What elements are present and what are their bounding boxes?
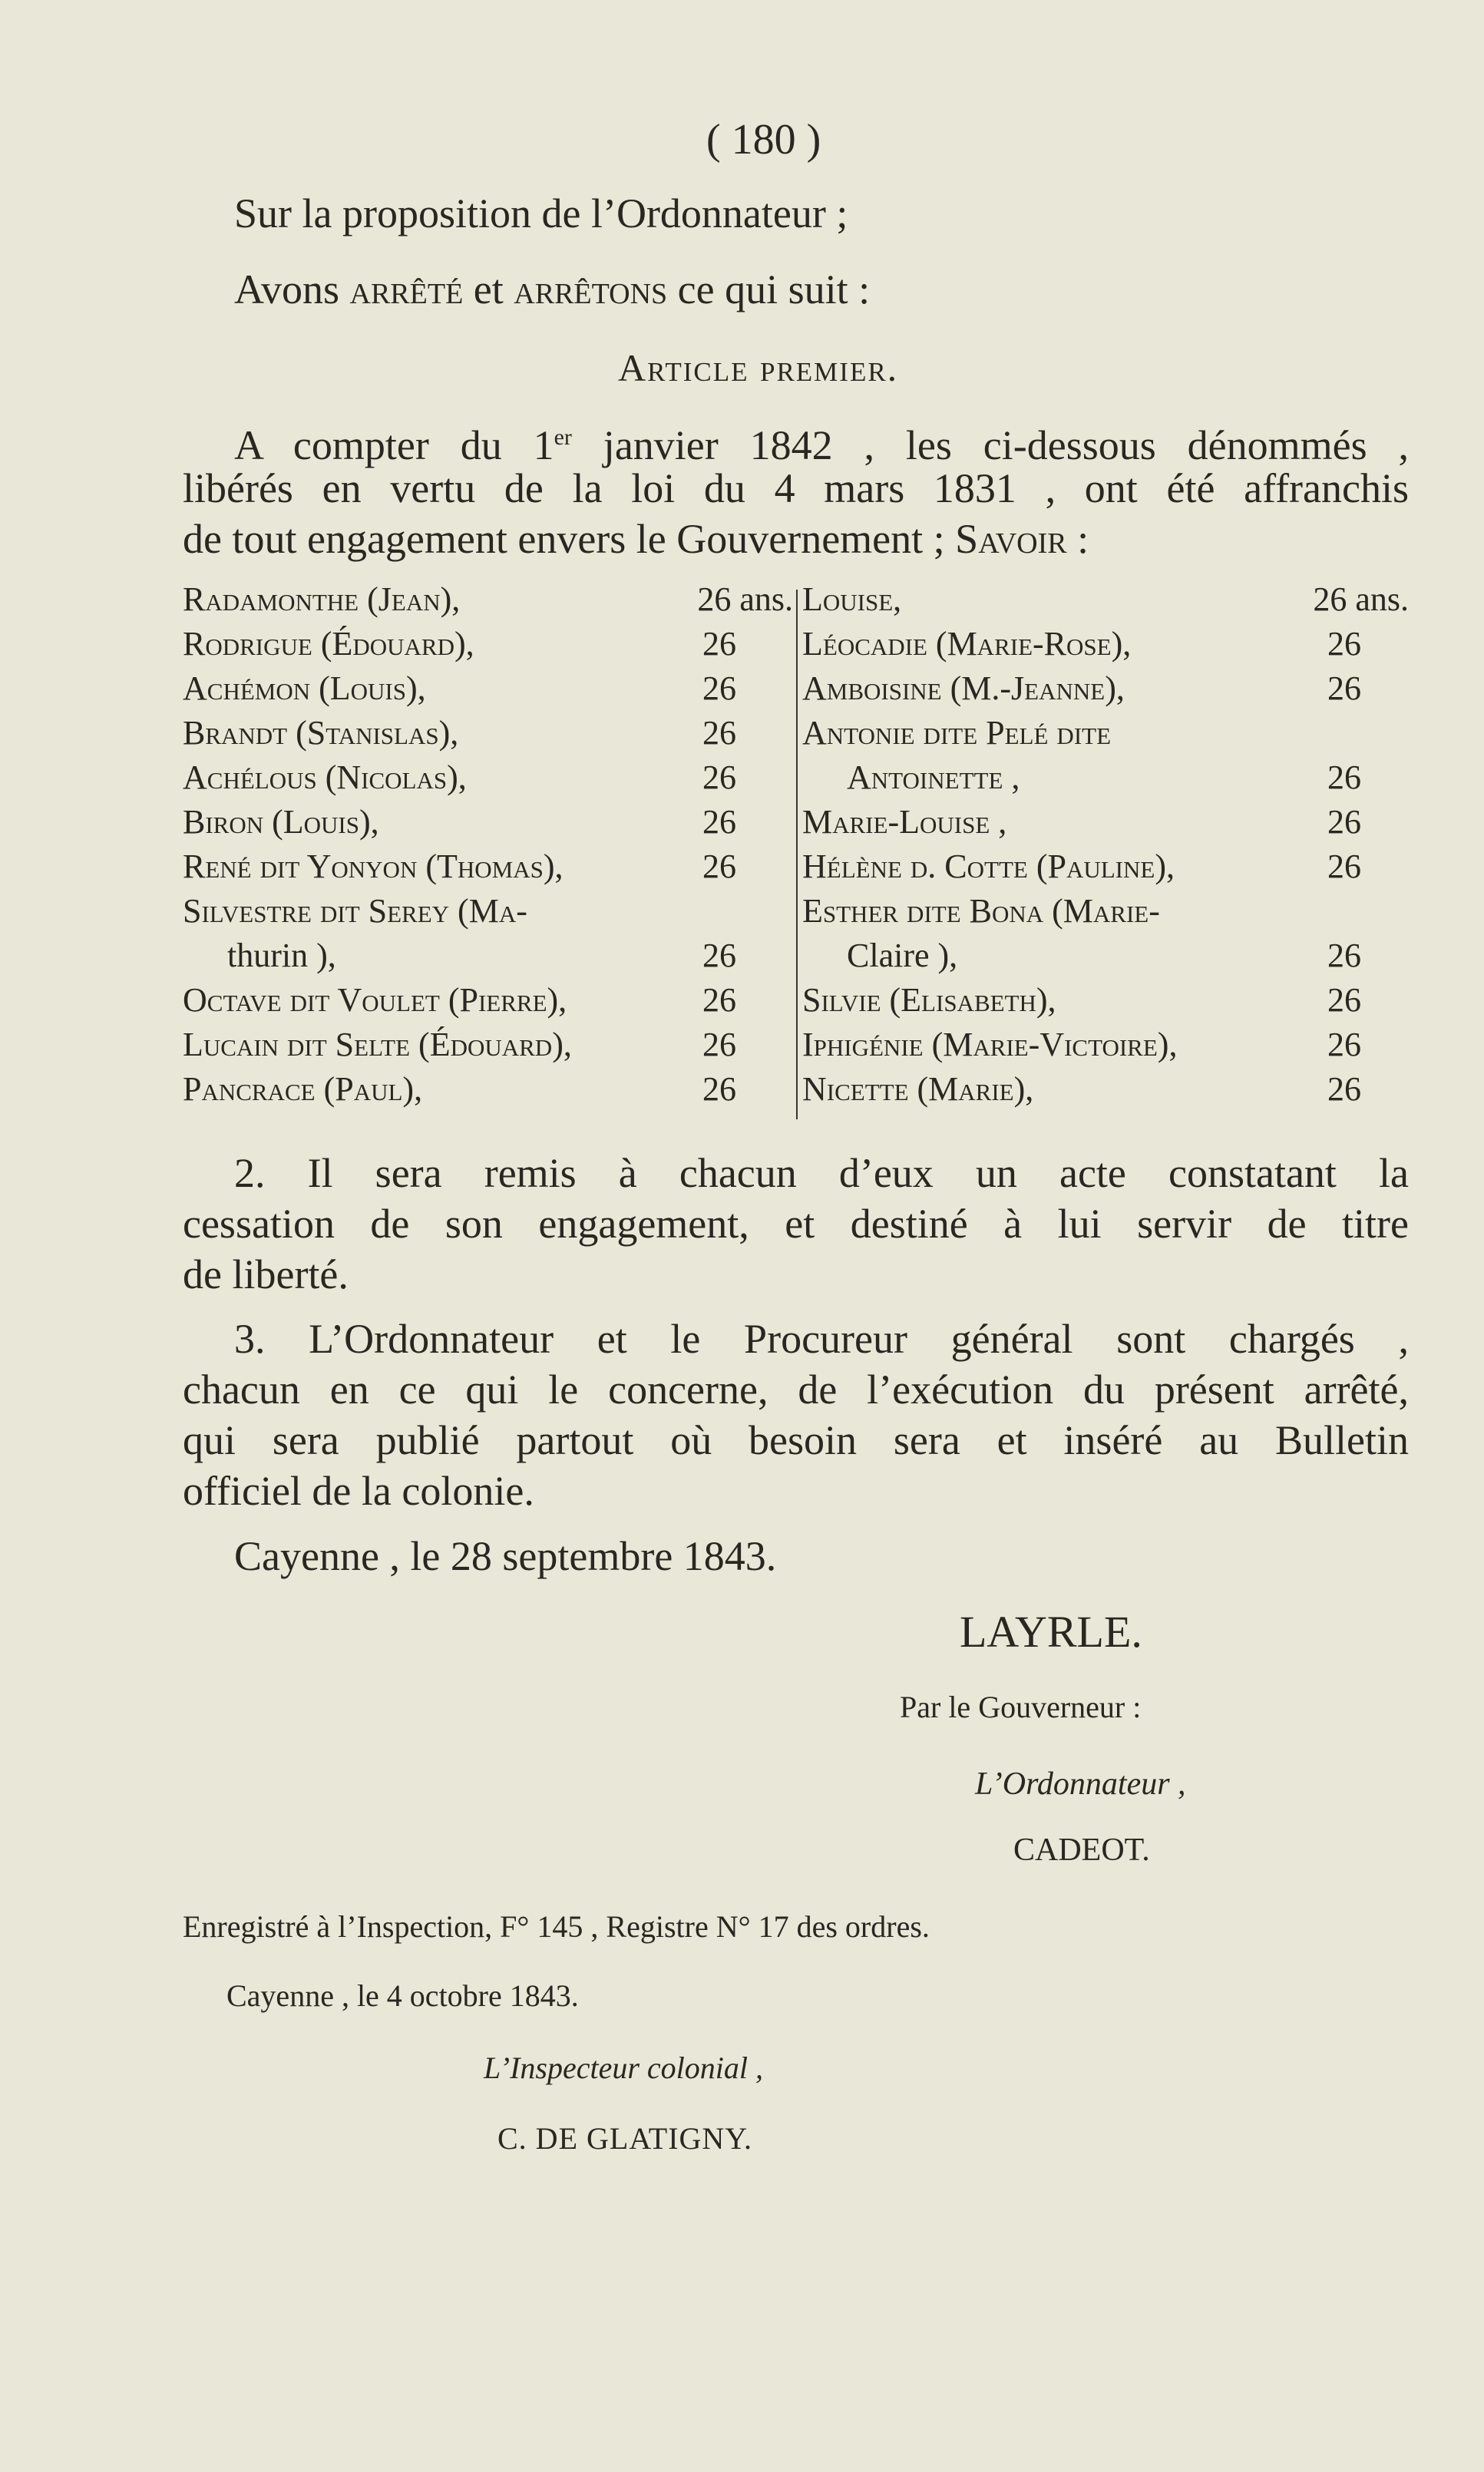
list-item: René dit Yonyon (Thomas), 26 bbox=[183, 848, 736, 885]
show-through-text bbox=[906, 169, 916, 213]
article-2-line-2: cessation de son engagement, et destiné à lui servir de titre bbox=[183, 1201, 1409, 1247]
list-item: Louise, 26 ans. bbox=[802, 580, 1409, 618]
article-3-line-1: 3. L’Ordonnateur et le Procureur général sont chargés , bbox=[234, 1316, 1409, 1362]
list-item: Esther dite Bona (Marie- bbox=[802, 892, 1160, 930]
list-item: Octave dit Voulet (Pierre), 26 bbox=[183, 981, 736, 1019]
article-line-1b: janvier 1842 , les ci-dessous dénommés , bbox=[571, 422, 1409, 468]
article-line-3 bbox=[183, 514, 1089, 563]
page-number: ( 180 ) bbox=[706, 116, 821, 164]
list-item: Radamonthe (Jean), 26 ans. bbox=[183, 580, 793, 618]
list-item: Iphigénie (Marie-Victoire), 26 bbox=[802, 1026, 1361, 1063]
registration-line: Enregistré à l’Inspection, F° 145 , Registre N° 17 des ordres. bbox=[183, 1909, 930, 1944]
inspector-role: L’Inspecteur colonial , bbox=[484, 2051, 764, 2085]
registration-date: Cayenne , le 4 octobre 1843. bbox=[226, 1978, 579, 2013]
article-savoir: Savoir : bbox=[955, 516, 1089, 562]
list-item: Lucain dit Selte (Édouard), 26 bbox=[183, 1026, 736, 1063]
article-line-3a: de tout engagement envers le Gouvernement ; bbox=[183, 516, 945, 562]
list-item: Pancrace (Paul), 26 bbox=[183, 1070, 736, 1108]
list-item: Amboisine (M.-Jeanne), 26 bbox=[802, 669, 1361, 707]
list-item: Silvie (Elisabeth), 26 bbox=[802, 981, 1361, 1019]
article-line-1a: A compter du 1 bbox=[234, 422, 554, 468]
intro-line: Sur la proposition de l’Ordonnateur ; bbox=[234, 190, 848, 236]
governor-signature: LAYRLE. bbox=[960, 1607, 1142, 1657]
article-line-1-sup: er bbox=[554, 425, 572, 450]
list-item: Brandt (Stanislas), 26 bbox=[183, 714, 736, 752]
par-le-gouverneur: Par le Gouverneur : bbox=[900, 1690, 1142, 1724]
decision-arrete: arrêté bbox=[349, 266, 464, 312]
list-item: Léocadie (Marie-Rose), 26 bbox=[802, 625, 1361, 663]
left-name-list bbox=[183, 577, 793, 1112]
article-2-line-3: de liberté. bbox=[183, 1251, 349, 1297]
inspector-name: C. DE GLATIGNY. bbox=[497, 2121, 753, 2156]
decision-rest: ce qui suit : bbox=[677, 266, 871, 312]
list-item: Achélous (Nicolas), 26 bbox=[183, 758, 736, 796]
article-line-2: libérés en vertu de la loi du 4 mars 1831 , ont été affranchis bbox=[183, 465, 1409, 511]
list-item: Antonie dite Pelé dite bbox=[802, 714, 1112, 752]
column-divider bbox=[796, 590, 798, 1119]
list-item: Marie-Louise , 26 bbox=[802, 803, 1361, 841]
decision-line bbox=[234, 265, 870, 314]
article-2-line-1: 2. Il sera remis à chacun d’eux un acte constatant la bbox=[234, 1150, 1409, 1196]
list-item: Claire ), 26 bbox=[847, 937, 1361, 974]
article-3-line-4: officiel de la colonie. bbox=[183, 1468, 534, 1514]
decision-arretons: arrêtons bbox=[514, 266, 668, 312]
list-item: Achémon (Louis), 26 bbox=[183, 669, 736, 707]
article-line-1 bbox=[234, 413, 1409, 470]
list-item: Rodrigue (Édouard), 26 bbox=[183, 625, 736, 663]
ordonnateur-name: CADEOT. bbox=[1013, 1833, 1150, 1868]
article-3-line-2: chacun en ce qui le concerne, de l’exécution du présent arrêté, bbox=[183, 1367, 1409, 1413]
decision-et: et bbox=[473, 266, 504, 312]
list-item: Silvestre dit Serey (Ma- bbox=[183, 892, 527, 930]
article-3-line-3: qui sera publié partout où besoin sera et inséré au Bulletin bbox=[183, 1417, 1409, 1463]
right-name-list bbox=[802, 577, 1409, 1112]
list-item: thurin ), 26 bbox=[227, 937, 736, 974]
article-heading: Article premier. bbox=[618, 346, 899, 389]
list-item: Antoinette , 26 bbox=[847, 758, 1361, 796]
list-item: Nicette (Marie), 26 bbox=[802, 1070, 1361, 1108]
date-line: Cayenne , le 28 septembre 1843. bbox=[234, 1533, 777, 1579]
decision-avons: Avons bbox=[234, 266, 340, 312]
list-item: Biron (Louis), 26 bbox=[183, 803, 736, 841]
list-item: Hélène d. Cotte (Pauline), 26 bbox=[802, 848, 1361, 885]
ordonnateur-role: L’Ordonnateur , bbox=[975, 1766, 1186, 1802]
